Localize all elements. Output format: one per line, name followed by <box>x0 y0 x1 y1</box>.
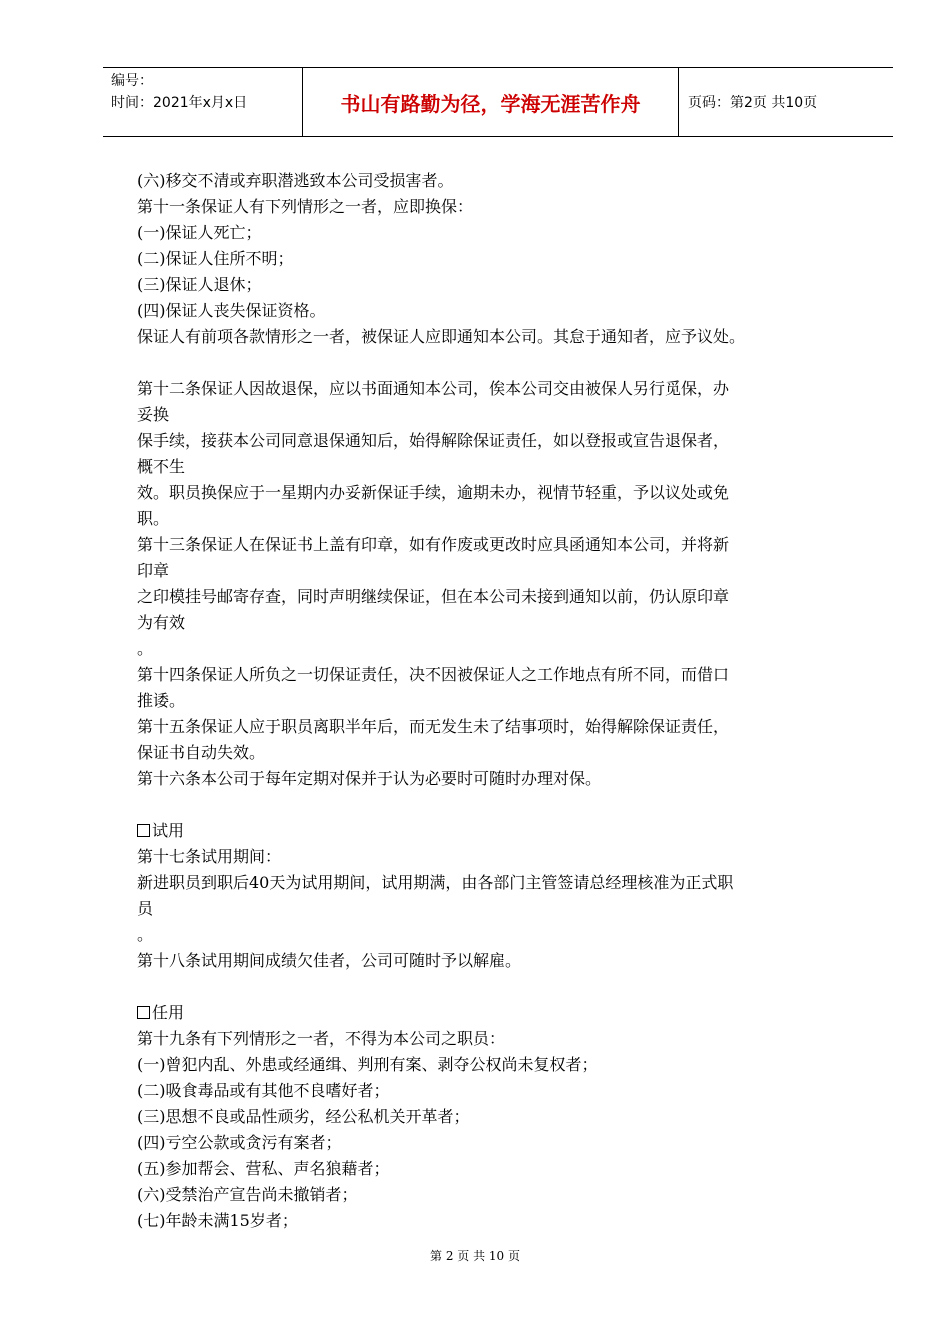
body-text-line: (二)吸食毒品或有其他不良嗜好者； <box>137 1081 390 1100</box>
body-text-line: 保证人有前项各款情形之一者，被保证人应即通知本公司。其怠于通知者，应予议处。 <box>137 327 746 346</box>
number-label: 编号： <box>111 73 153 89</box>
body-text-line: 。 <box>137 639 154 658</box>
header-motto: 书山有路勤为径，学海无涯苦作舟 <box>303 68 679 136</box>
checkbox-square-icon <box>137 1006 150 1019</box>
body-text-line: 。 <box>137 925 154 944</box>
body-text-line: (三)思想不良或品性顽劣，经公私机关开革者； <box>137 1107 470 1126</box>
body-text-line: 概不生 <box>137 457 186 476</box>
body-text-line: 第十七条试用期间： <box>137 847 282 866</box>
page-footer: 第 2 页 共 10 页 <box>430 1249 520 1263</box>
checkbox-square-icon <box>137 824 150 837</box>
body-text-line: 印章 <box>137 561 170 580</box>
body-text-line: 之印模挂号邮寄存查，同时声明继续保证，但在本公司未接到通知以前，仍认原印章 <box>137 587 730 606</box>
body-text-line: (六)受禁治产宣告尚未撤销者； <box>137 1185 358 1204</box>
body-text-line: (一)曾犯内乱、外患或经通缉、判刑有案、剥夺公权尚未复权者； <box>137 1055 598 1074</box>
body-text-line: (六)移交不清或弃职潜逃致本公司受损害者。 <box>137 171 454 190</box>
header-meta <box>103 68 303 136</box>
section-heading-text: 试用 <box>152 821 185 840</box>
body-text-line: (四)保证人丧失保证资格。 <box>137 301 326 320</box>
body-text-line: (一)保证人死亡； <box>137 223 262 242</box>
body-text-line: 推诿。 <box>137 691 186 710</box>
body-text-line: 为有效 <box>137 613 186 632</box>
body-text-line: 职。 <box>137 509 170 528</box>
body-text-line: 第十三条保证人在保证书上盖有印章，如有作废或更改时应具函通知本公司，并将新 <box>137 535 730 554</box>
body-text-line: 第十九条有下列情形之一者，不得为本公司之职员： <box>137 1029 506 1048</box>
body-text-line: 新进职员到职后40天为试用期间，试用期满，由各部门主管签请总经理核准为正式职 <box>137 873 734 892</box>
section-heading <box>137 1000 862 1026</box>
body-text-line: (二)保证人住所不明； <box>137 249 294 268</box>
body-text-line: 妥换 <box>137 405 170 424</box>
body-text-line: (三)保证人退休； <box>137 275 262 294</box>
document-header <box>103 67 893 137</box>
body-text-line: 第十二条保证人因故退保，应以书面通知本公司，俟本公司交由被保人另行觅保，办 <box>137 379 730 398</box>
header-page-label: 页码：第2页 共10页 <box>688 95 818 111</box>
body-text-line: 员 <box>137 899 154 918</box>
body-text-line: (五)参加帮会、营私、声名狼藉者； <box>137 1159 390 1178</box>
body-text-line: 第十五条保证人应于职员离职半年后，而无发生未了结事项时，始得解除保证责任， <box>137 717 730 736</box>
blank-line <box>137 792 862 818</box>
body-text-line: 保证书自动失效。 <box>137 743 266 762</box>
section-heading-text: 任用 <box>152 1003 185 1022</box>
body-text-line: 第十四条保证人所负之一切保证责任，决不因被保证人之工作地点有所不同，而借口 <box>137 665 730 684</box>
body-text-line: 第十八条试用期间成绩欠佳者，公司可随时予以解雇。 <box>137 951 522 970</box>
body-text-line: 保手续，接获本公司同意退保通知后，始得解除保证责任，如以登报或宣告退保者， <box>137 431 730 450</box>
body-text-line: (七)年龄未满15岁者； <box>137 1211 298 1230</box>
document-body <box>137 168 862 1234</box>
time-label: 时间：2021年x月x日 <box>111 95 248 111</box>
body-text-line: (四)亏空公款或贪污有案者； <box>137 1133 342 1152</box>
section-heading <box>137 818 862 844</box>
blank-line <box>137 974 862 1000</box>
body-text-line: 第十六条本公司于每年定期对保并于认为必要时可随时办理对保。 <box>137 769 602 788</box>
body-text-line: 效。职员换保应于一星期内办妥新保证手续，逾期未办，视情节轻重，予以议处或免 <box>137 483 730 502</box>
blank-line <box>137 350 862 376</box>
body-text-line: 第十一条保证人有下列情形之一者，应即换保： <box>137 197 474 216</box>
